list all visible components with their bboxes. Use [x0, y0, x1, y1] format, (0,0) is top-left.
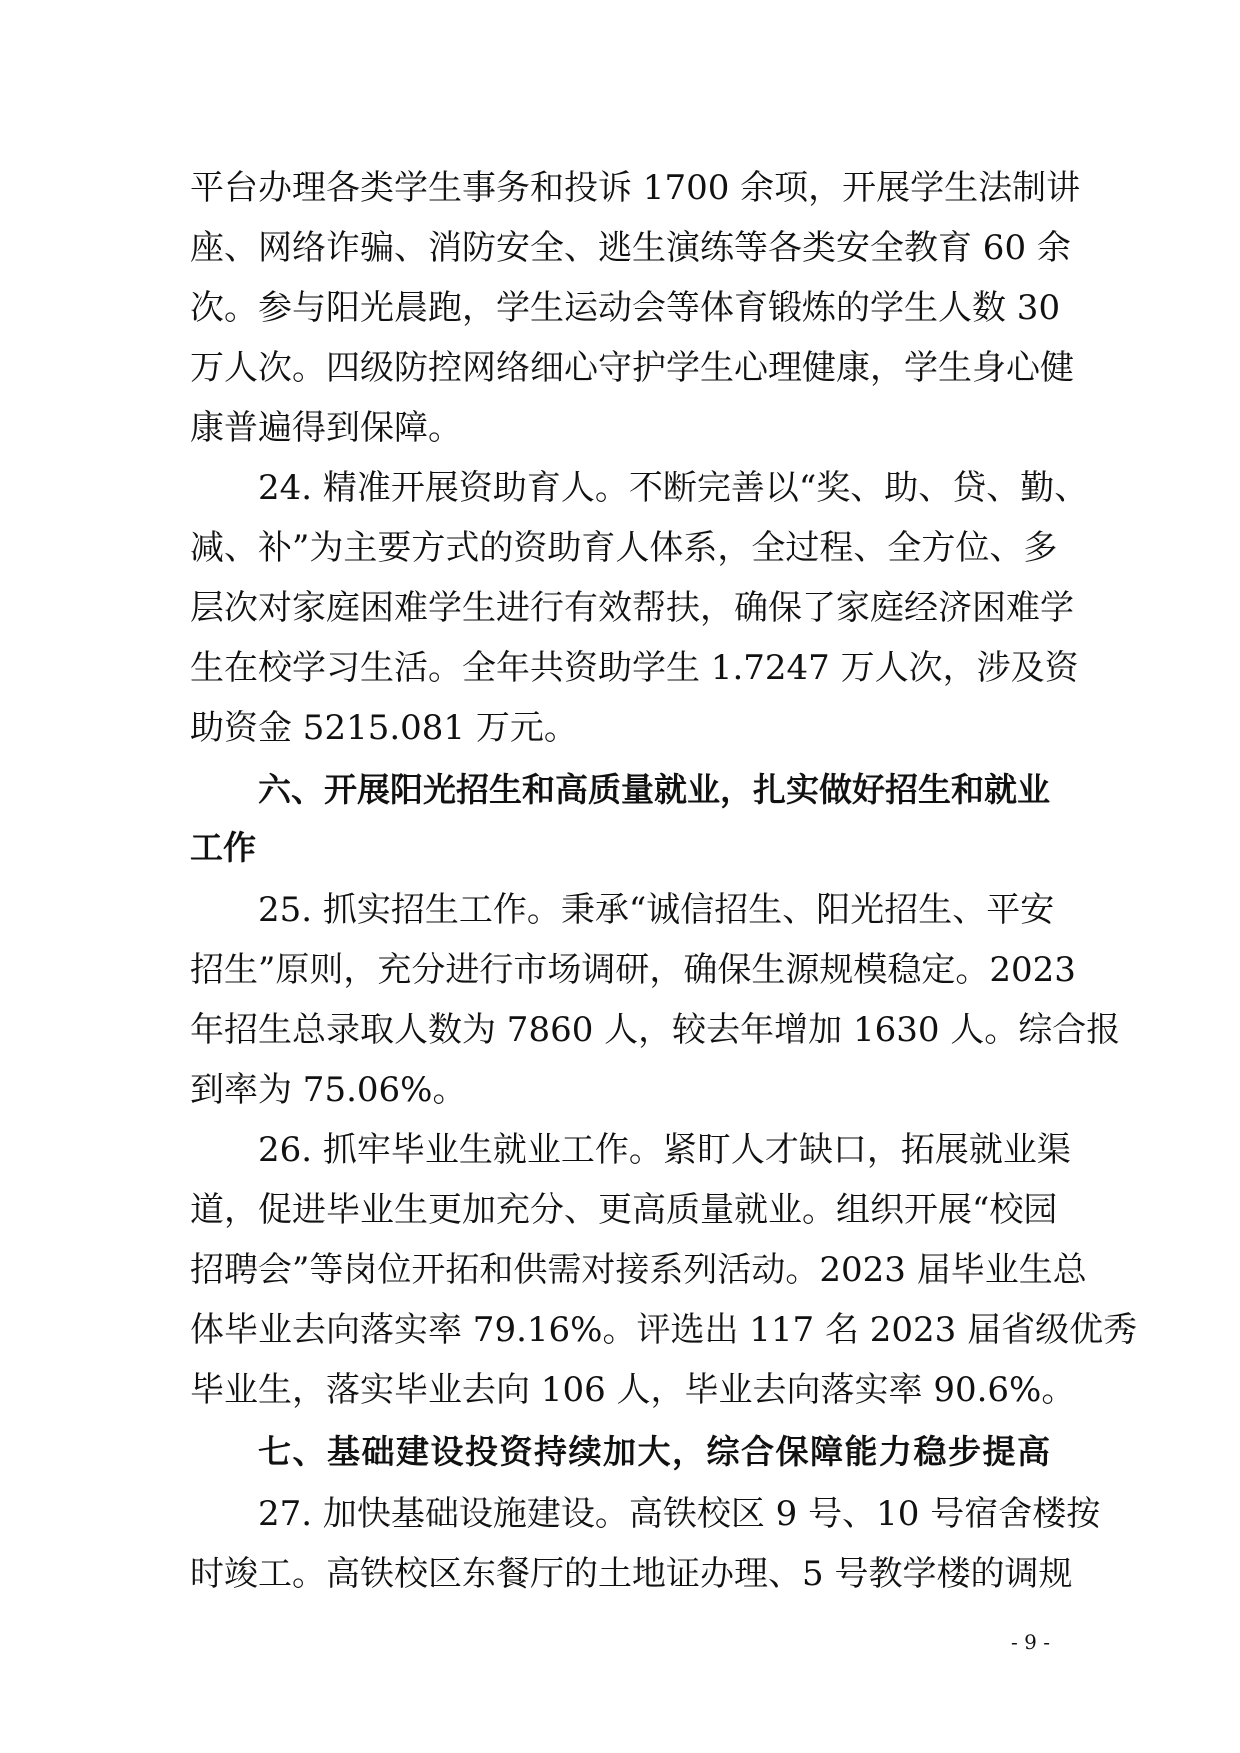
page-number: - 9 - — [1011, 1630, 1050, 1654]
body-text-line: 座、网络诈骗、消防安全、逃生演练等各类安全教育 60 余 — [190, 228, 1071, 268]
section-heading-7: 七、基础建设投资持续加大，综合保障能力稳步提高 — [258, 1432, 1050, 1471]
section-heading-6-cont: 工作 — [190, 828, 256, 867]
body-text-line: 万人次。四级防控网络细心守护学生心理健康，学生身心健 — [190, 348, 1074, 388]
body-text-line: 减、补”为主要方式的资助育人体系，全过程、全方位、多 — [190, 528, 1058, 568]
body-text-line: 康普遍得到保障。 — [190, 408, 462, 448]
body-text-line: 毕业生，落实毕业去向 106 人，毕业去向落实率 90.6%。 — [190, 1370, 1076, 1410]
item-27-first-line: 27. 加快基础设施建设。高铁校区 9 号、10 号宿舍楼按 — [258, 1494, 1101, 1534]
body-text-line: 次。参与阳光晨跑，学生运动会等体育锻炼的学生人数 30 — [190, 288, 1061, 328]
body-text-line: 到率为 75.06%。 — [190, 1070, 467, 1110]
body-text-line: 助资金 5215.081 万元。 — [190, 708, 578, 748]
body-text-line: 招聘会”等岗位开拓和供需对接系列活动。2023 届毕业生总 — [190, 1250, 1087, 1290]
item-24-first-line: 24. 精准开展资助育人。不断完善以“奖、助、贷、勤、 — [258, 468, 1089, 508]
body-text-line: 生在校学习生活。全年共资助学生 1.7247 万人次，涉及资 — [190, 648, 1079, 688]
body-text-line: 时竣工。高铁校区东餐厅的土地证办理、5 号教学楼的调规 — [190, 1554, 1073, 1594]
section-heading-6: 六、开展阳光招生和高质量就业，扎实做好招生和就业 — [258, 770, 1050, 809]
body-text-line: 层次对家庭困难学生进行有效帮扶，确保了家庭经济困难学 — [190, 588, 1074, 628]
body-text-line: 体毕业去向落实率 79.16%。评选出 117 名 2023 届省级优秀 — [190, 1310, 1138, 1350]
body-text-line: 道，促进毕业生更加充分、更高质量就业。组织开展“校园 — [190, 1190, 1058, 1230]
item-25-first-line: 25. 抓实招生工作。秉承“诚信招生、阳光招生、平安 — [258, 890, 1055, 930]
item-26-first-line: 26. 抓牢毕业生就业工作。紧盯人才缺口，拓展就业渠 — [258, 1130, 1071, 1170]
body-text-line: 年招生总录取人数为 7860 人，较去年增加 1630 人。综合报 — [190, 1010, 1121, 1050]
body-text-line: 招生”原则，充分进行市场调研，确保生源规模稳定。2023 — [190, 950, 1076, 990]
body-text-line: 平台办理各类学生事务和投诉 1700 余项，开展学生法制讲 — [190, 168, 1081, 208]
